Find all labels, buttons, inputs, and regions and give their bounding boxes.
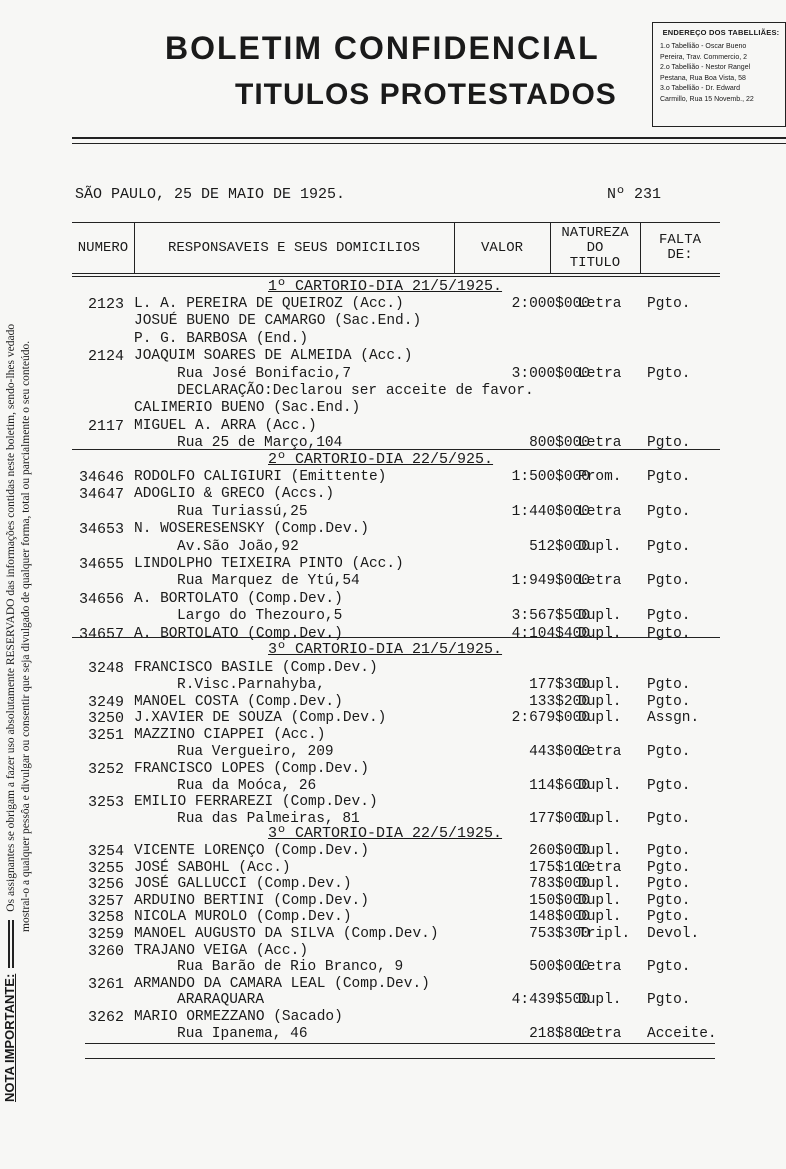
title-value: 4:439$500 (511, 992, 590, 1009)
important-note-line2: mostral-o a qualquer pessôa e divulgar ou consentir que seja divulgado de qualquer forma, total ou parcialmente o seu conteúdo. (20, 340, 32, 932)
tabeliaes-heading: ENDEREÇO DOS TABELLIÃES: (662, 28, 780, 37)
missing-item: Pgto. (647, 811, 691, 828)
missing-item: Pgto. (647, 992, 691, 1009)
entry-number: 34647 (78, 486, 124, 504)
tabeliao-line: Pestana, Rua Boa Vista, 58 (660, 74, 746, 82)
title-nature: Dupl. (578, 843, 622, 859)
table-row (72, 959, 720, 977)
table-row (72, 556, 720, 574)
title-nature: Dupl. (578, 909, 622, 926)
missing-item: Pgto. (647, 959, 691, 976)
title-value: 177$300 (529, 676, 590, 693)
title-nature: Letra (578, 1025, 622, 1042)
responsible-name: A. BORTOLATO (Comp.Dev.) (134, 590, 343, 607)
title-value: 4:104$400 (511, 625, 590, 642)
entry-number: 2124 (87, 348, 124, 366)
title-nature: Letra (578, 503, 622, 520)
domicile-address: Rua José Bonifacio,7 (177, 365, 352, 382)
entry-number: 3259 (87, 926, 124, 943)
footer-divider (85, 1058, 715, 1059)
table-row (72, 876, 720, 894)
entry-number: 34656 (78, 590, 124, 608)
responsible-name: MANOEL AUGUSTO DA SILVA (Comp.Dev.) (134, 926, 439, 942)
section-title: 1º CARTORIO-DIA 21/5/1925. (268, 278, 503, 295)
title-nature: Dupl. (578, 777, 622, 794)
column-header-natureza: NATUREZA DO TITULO (561, 224, 629, 271)
table-row (72, 778, 720, 796)
table-row (72, 1009, 720, 1027)
section-title: 3º CARTORIO-DIA 21/5/1925. (268, 641, 503, 658)
domicile-address: Rua 25 de Março,104 (177, 435, 343, 452)
entry-number: 34653 (78, 521, 124, 539)
table-row (72, 366, 720, 384)
title-nature: Letra (578, 296, 622, 312)
table-row (72, 608, 720, 626)
title-value: 443$000 (529, 744, 590, 760)
entry-number: 3252 (87, 760, 124, 778)
footer-divider (85, 1043, 715, 1044)
table-row (72, 486, 720, 504)
missing-item: Pgto. (647, 538, 691, 555)
column-header-valor: VALOR (480, 239, 523, 256)
tabeliaes-address-box (652, 22, 786, 127)
table-row (72, 469, 720, 487)
note-bar (8, 920, 14, 968)
table-row (72, 504, 720, 522)
title-value: 260$000 (529, 843, 590, 859)
section-title: 2º CARTORIO-DIA 22/5/925. (268, 451, 494, 468)
domicile-address: Rua Ipanema, 46 (177, 1025, 308, 1042)
table-row (72, 1026, 720, 1044)
table-row (72, 843, 720, 861)
table-row (72, 893, 720, 911)
responsible-name: MAZZINO CIAPPEI (Acc.) (134, 727, 326, 744)
title-value: 148$000 (529, 909, 590, 926)
responsible-name: TRAJANO VEIGA (Acc.) (134, 942, 309, 959)
responsible-name: JOSÉ GALLUCCI (Comp.Dev.) (134, 876, 352, 893)
responsible-name: JOSUÉ BUENO DE CAMARGO (Sac.End.) (134, 313, 422, 330)
entry-number: 3258 (87, 909, 124, 927)
missing-item: Pgto. (647, 503, 691, 520)
bulletin-title: BOLETIM CONFIDENCIAL (165, 30, 600, 66)
domicile-address: Rua da Moóca, 26 (177, 777, 317, 794)
entry-number: 2123 (87, 296, 124, 313)
title-nature: Dupl. (578, 693, 622, 710)
domicile-address: Rua Marquez de Ytú,54 (177, 573, 360, 590)
table-row (72, 331, 720, 349)
responsible-name: CALIMERIO BUENO (Sac.End.) (134, 400, 361, 417)
title-value: 150$000 (529, 892, 590, 909)
title-nature: Dupl. (578, 676, 622, 693)
table-row (72, 992, 720, 1010)
missing-item: Pgto. (647, 693, 691, 710)
responsible-name: P. G. BARBOSA (End.) (134, 330, 309, 347)
responsible-name: FRANCISCO BASILE (Comp.Dev.) (134, 660, 378, 676)
entry-number: 3254 (87, 843, 124, 860)
title-value: 1:949$000 (511, 573, 590, 590)
responsible-name: N. WOSERESENSKY (Comp.Dev.) (134, 521, 369, 538)
tabeliao-line: Pereira, Trav. Commercio, 2 (660, 53, 748, 61)
responsible-name: FRANCISCO LOPES (Comp.Dev.) (134, 760, 369, 777)
entry-number: 3250 (87, 710, 124, 728)
important-note (2, 192, 34, 1102)
title-nature: Dupl. (578, 625, 622, 642)
responsible-name: J.XAVIER DE SOUZA (Comp.Dev.) (134, 710, 387, 727)
title-value: 800$000 (529, 435, 590, 452)
header-divider-thin (72, 143, 786, 144)
entry-number: 2117 (87, 417, 124, 435)
section-divider (72, 276, 720, 277)
section-title: 3º CARTORIO-DIA 22/5/1925. (268, 825, 503, 842)
table-row (72, 744, 720, 762)
title-nature: Letra (578, 859, 622, 876)
title-value: 2:000$000 (511, 296, 590, 312)
title-value: 500$000 (529, 959, 590, 976)
missing-item: Pgto. (647, 676, 691, 693)
title-nature: Letra (578, 573, 622, 590)
domicile-address: Av.São João,92 (177, 538, 299, 555)
city-date: SÃO PAULO, 25 DE MAIO DE 1925. (75, 186, 346, 203)
entry-number: 34657 (78, 625, 124, 643)
title-nature: Tripl. (578, 926, 631, 942)
domicile-address: Rua Turiassú,25 (177, 503, 308, 520)
entry-number: 3249 (87, 693, 124, 711)
title-value: 753$300 (529, 926, 590, 942)
title-value: 2:679$000 (511, 710, 590, 727)
domicile-address: DECLARAÇÃO:Declarou ser acceite de favor. (177, 383, 534, 399)
responsible-name: VICENTE LORENÇO (Comp.Dev.) (134, 843, 369, 859)
table-row (72, 573, 720, 591)
table-row (72, 313, 720, 331)
title-value: 783$000 (529, 876, 590, 893)
missing-item: Pgto. (647, 843, 691, 859)
title-nature: Letra (578, 744, 622, 760)
tabeliao-line: 2.o Tabellião - Nestor Rangel (660, 64, 751, 71)
responsible-name: EMILIO FERRAREZI (Comp.Dev.) (134, 794, 378, 811)
header-divider (72, 137, 786, 139)
missing-item: Pgto. (647, 469, 691, 485)
table-header (72, 222, 720, 274)
title-nature: Dupl. (578, 710, 622, 727)
table-row (72, 761, 720, 779)
missing-item: Pgto. (647, 608, 691, 625)
missing-item: Devol. (647, 926, 700, 942)
missing-item: Pgto. (647, 296, 691, 312)
missing-item: Pgto. (647, 777, 691, 794)
missing-item: Pgto. (647, 365, 691, 382)
table-row (72, 591, 720, 609)
section-divider (72, 449, 720, 450)
missing-item: Pgto. (647, 892, 691, 909)
entry-number: 3251 (87, 727, 124, 745)
title-value: 1:440$000 (511, 503, 590, 520)
domicile-address: Largo do Thezouro,5 (177, 608, 343, 625)
table-row (72, 660, 720, 678)
table-row (72, 943, 720, 961)
entry-number: 3256 (87, 876, 124, 894)
domicile-address: ARARAQUARA (177, 992, 265, 1009)
tabeliao-line: 1.o Tabellião - Oscar Bueno (660, 43, 747, 50)
domicile-address: Rua das Palmeiras, 81 (177, 811, 360, 828)
table-row (72, 976, 720, 994)
tabeliao-line: 3.o Tabellião - Dr. Edward (660, 85, 741, 92)
title-nature: Letra (578, 435, 622, 452)
title-value: 1:500$000 (511, 469, 590, 485)
missing-item: Pgto. (647, 859, 691, 876)
table-row (72, 909, 720, 927)
table-row (72, 926, 720, 944)
title-value: 3:000$000 (511, 365, 590, 382)
responsible-name: A. BORTOLATO (Comp.Dev.) (134, 625, 343, 642)
table-row (72, 710, 720, 728)
responsible-name: NICOLA MUROLO (Comp.Dev.) (134, 909, 352, 926)
table-row (72, 296, 720, 314)
title-nature: Dupl. (578, 876, 622, 893)
section-divider (72, 637, 720, 638)
column-header-falta: FALTA DE: (658, 232, 701, 263)
table-row (72, 677, 720, 695)
responsible-name: ARDUINO BERTINI (Comp.Dev.) (134, 892, 369, 909)
tabeliao-line: Carmillo, Rua 15 Novemb., 22 (660, 95, 754, 103)
title-value: 177$000 (529, 811, 590, 828)
title-nature: Dupl. (578, 608, 622, 625)
entry-number: 3262 (87, 1009, 124, 1026)
table-row (72, 860, 720, 878)
title-value: 114$600 (529, 777, 590, 794)
title-value: 133$200 (529, 693, 590, 710)
table-row (72, 400, 720, 418)
title-nature: Letra (578, 365, 622, 382)
column-header-numero: NUMERO (77, 239, 129, 256)
title-value: 3:567$500 (511, 608, 590, 625)
table-row (72, 727, 720, 745)
entry-number: 3260 (87, 942, 124, 960)
important-note-label: NOTA IMPORTANTE: (2, 973, 17, 1102)
domicile-address: Rua Barão de Rio Branco, 9 (177, 959, 404, 976)
table-row (72, 348, 720, 366)
responsible-name: L. A. PEREIRA DE QUEIROZ (Acc.) (134, 296, 404, 312)
table-row (72, 694, 720, 712)
missing-item: Pgto. (647, 876, 691, 893)
entry-number: 3261 (87, 975, 124, 993)
entry-number: 3253 (87, 794, 124, 812)
responsible-name: MIGUEL A. ARRA (Acc.) (134, 417, 317, 434)
title-nature: Letra (578, 959, 622, 976)
entry-number: 3257 (87, 892, 124, 910)
responsible-name: MANOEL COSTA (Comp.Dev.) (134, 693, 343, 710)
column-header-responsaveis: RESPONSAVEIS E SEUS DOMICILIOS (167, 239, 421, 256)
missing-item: Acceite. (647, 1025, 717, 1042)
table-row (72, 539, 720, 557)
responsible-name: RODOLFO CALIGIURI (Emittente) (134, 469, 387, 485)
title-value: 218$800 (529, 1025, 590, 1042)
responsible-name: JOSÉ SABOHL (Acc.) (134, 859, 291, 876)
domicile-address: Rua Vergueiro, 209 (177, 744, 334, 760)
missing-item: Assgn. (647, 710, 700, 727)
bulletin-subtitle: TITULOS PROTESTADOS (235, 78, 617, 111)
title-nature: Dupl. (578, 538, 622, 555)
title-value: 512$000 (529, 538, 590, 555)
important-note-line1: Os assignantes se obrigam a fazer uso absolutamente RESERVADO das informações contidas neste boletim, sendo-lhes vedado (5, 323, 17, 912)
responsible-name: MARIO ORMEZZANO (Sacado) (134, 1009, 343, 1025)
title-nature: Dupl. (578, 992, 622, 1009)
responsible-name: ARMANDO DA CAMARA LEAL (Comp.Dev.) (134, 975, 430, 992)
entry-number: 34655 (78, 556, 124, 573)
missing-item: Pgto. (647, 744, 691, 760)
responsible-name: LINDOLPHO TEIXEIRA PINTO (Acc.) (134, 556, 404, 572)
entry-number: 3255 (87, 859, 124, 877)
domicile-address: R.Visc.Parnahyba, (177, 676, 325, 693)
missing-item: Pgto. (647, 909, 691, 926)
entry-number: 3248 (87, 660, 124, 677)
missing-item: Pgto. (647, 435, 691, 452)
entry-number: 34646 (78, 469, 124, 486)
responsible-name: JOAQUIM SOARES DE ALMEIDA (Acc.) (134, 348, 413, 365)
title-nature: Dupl. (578, 892, 622, 909)
title-value: 175$100 (529, 859, 590, 876)
table-row (72, 383, 720, 401)
missing-item: Pgto. (647, 573, 691, 590)
title-nature: Dupl. (578, 811, 622, 828)
missing-item: Pgto. (647, 625, 691, 642)
bulletin-number: Nº 231 (607, 186, 662, 203)
table-row (72, 418, 720, 436)
responsible-name: ADOGLIO & GRECO (Accs.) (134, 486, 335, 503)
table-row (72, 794, 720, 812)
title-nature: Prom. (578, 469, 622, 485)
table-row (72, 521, 720, 539)
